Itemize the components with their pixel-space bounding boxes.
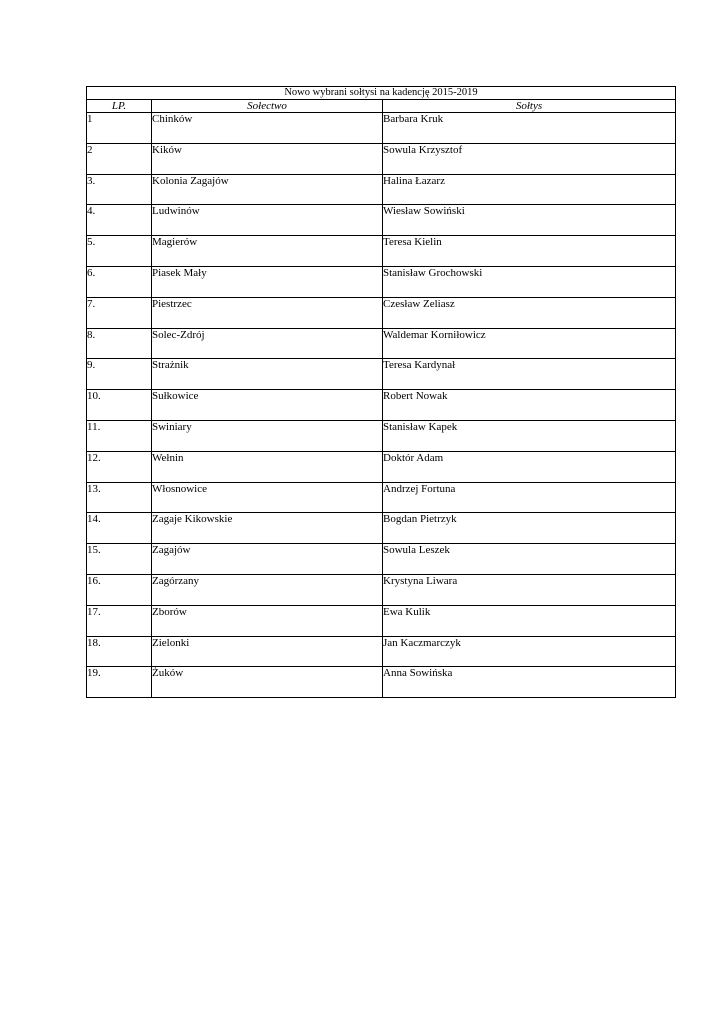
cell-lp-text: 19.	[87, 667, 101, 680]
cell-soltys	[383, 636, 676, 667]
cell-solectwo	[152, 636, 383, 667]
cell-solectwo	[152, 420, 383, 451]
cell-solectwo-text: Solec-Zdrój	[152, 328, 205, 341]
cell-solectwo-text: Ludwinów	[152, 205, 200, 218]
cell-soltys	[383, 328, 676, 359]
cell-soltys-text: Teresa Kardynał	[383, 359, 456, 372]
cell-lp	[87, 667, 152, 698]
cell-soltys-text: Halina Łazarz	[383, 174, 445, 187]
cell-lp	[87, 482, 152, 513]
table-row	[87, 451, 676, 482]
cell-soltys	[383, 359, 676, 390]
cell-lp-text: 15.	[87, 544, 101, 557]
cell-soltys-text: Bogdan Pietrzyk	[383, 513, 457, 526]
cell-solectwo-text: Zielonki	[152, 636, 190, 649]
cell-lp	[87, 451, 152, 482]
cell-soltys-text: Krystyna Liwara	[383, 574, 458, 587]
cell-soltys	[383, 574, 676, 605]
table-row	[87, 174, 676, 205]
cell-lp	[87, 544, 152, 575]
cell-solectwo	[152, 482, 383, 513]
cell-soltys	[383, 420, 676, 451]
cell-solectwo	[152, 236, 383, 267]
cell-soltys-text: Doktór Adam	[383, 451, 444, 464]
cell-solectwo	[152, 513, 383, 544]
cell-soltys	[383, 174, 676, 205]
cell-solectwo-text: Sułkowice	[152, 390, 199, 403]
cell-solectwo	[152, 359, 383, 390]
cell-solectwo-text: Włosnowice	[152, 482, 207, 495]
table-row	[87, 113, 676, 144]
cell-lp-text: 4.	[87, 205, 96, 218]
cell-lp-text: 12.	[87, 451, 101, 464]
table-row	[87, 266, 676, 297]
cell-lp-text: 9.	[87, 359, 96, 372]
cell-lp-text: 17.	[87, 605, 101, 618]
cell-soltys-text: Sowula Krzysztof	[383, 143, 463, 156]
table-row	[87, 297, 676, 328]
cell-solectwo-text: Piasek Mały	[152, 266, 207, 279]
table-title: Nowo wybrani sołtysi na kadencję 2015-2019	[87, 87, 676, 100]
table-row	[87, 236, 676, 267]
table-title-row	[87, 87, 676, 100]
cell-lp	[87, 236, 152, 267]
cell-soltys-text: Waldemar Korniłowicz	[383, 328, 486, 341]
cell-lp	[87, 113, 152, 144]
cell-soltys	[383, 143, 676, 174]
cell-soltys	[383, 390, 676, 421]
header-solectwo: Sołectwo	[152, 100, 383, 113]
cell-lp-text: 6.	[87, 266, 96, 279]
cell-lp	[87, 359, 152, 390]
header-lp: LP.	[87, 100, 152, 113]
cell-lp-text: 18.	[87, 636, 101, 649]
cell-lp-text: 14.	[87, 513, 101, 526]
cell-lp	[87, 205, 152, 236]
table-row	[87, 636, 676, 667]
cell-soltys	[383, 667, 676, 698]
cell-soltys-text: Stanisław Kapek	[383, 420, 458, 433]
cell-lp-text: 13.	[87, 482, 101, 495]
cell-solectwo-text: Chinków	[152, 113, 193, 125]
cell-solectwo-text: Zagórzany	[152, 574, 200, 587]
cell-lp-text: 16.	[87, 574, 101, 587]
cell-soltys-text: Jan Kaczmarczyk	[383, 636, 461, 649]
cell-soltys	[383, 205, 676, 236]
table-row	[87, 390, 676, 421]
cell-lp	[87, 174, 152, 205]
cell-lp	[87, 266, 152, 297]
cell-soltys	[383, 113, 676, 144]
table-row	[87, 143, 676, 174]
cell-soltys-text: Stanisław Grochowski	[383, 266, 483, 279]
table-body	[87, 113, 676, 698]
cell-lp-text: 8.	[87, 328, 96, 341]
cell-soltys-text: Ewa Kulik	[383, 605, 431, 618]
cell-solectwo-text: Magierów	[152, 236, 198, 249]
cell-lp-text: 2	[87, 143, 93, 156]
table-header-row	[87, 100, 676, 113]
cell-solectwo	[152, 143, 383, 174]
cell-solectwo	[152, 297, 383, 328]
cell-soltys	[383, 266, 676, 297]
cell-lp-text: 7.	[87, 297, 96, 310]
cell-solectwo	[152, 266, 383, 297]
cell-solectwo	[152, 605, 383, 636]
cell-soltys-text: Sowula Leszek	[383, 544, 450, 557]
cell-lp-text: 3.	[87, 174, 96, 187]
table-row	[87, 544, 676, 575]
table-row	[87, 513, 676, 544]
cell-solectwo-text: Strażnik	[152, 359, 189, 372]
cell-soltys	[383, 544, 676, 575]
soltys-table	[86, 86, 676, 698]
cell-lp	[87, 328, 152, 359]
cell-solectwo	[152, 174, 383, 205]
cell-solectwo-text: Kików	[152, 143, 182, 156]
cell-lp	[87, 420, 152, 451]
cell-lp	[87, 513, 152, 544]
cell-soltys	[383, 513, 676, 544]
table-row	[87, 667, 676, 698]
cell-soltys	[383, 451, 676, 482]
cell-solectwo	[152, 113, 383, 144]
table-row	[87, 205, 676, 236]
cell-lp-text: 5.	[87, 236, 96, 249]
cell-lp	[87, 574, 152, 605]
cell-solectwo-text: Kolonia Zagajów	[152, 174, 229, 187]
header-soltys: Sołtys	[383, 100, 676, 113]
cell-solectwo	[152, 451, 383, 482]
cell-lp-text: 10.	[87, 390, 101, 403]
cell-solectwo-text: Zborów	[152, 605, 187, 618]
cell-solectwo	[152, 544, 383, 575]
cell-soltys-text: Czesław Zeliasz	[383, 297, 455, 310]
cell-soltys-text: Andrzej Fortuna	[383, 482, 456, 495]
cell-soltys-text: Barbara Kruk	[383, 113, 444, 125]
cell-soltys-text: Teresa Kielin	[383, 236, 442, 249]
cell-solectwo	[152, 390, 383, 421]
table-row	[87, 359, 676, 390]
table-row	[87, 420, 676, 451]
table-row	[87, 482, 676, 513]
cell-solectwo-text: Piestrzec	[152, 297, 192, 310]
cell-lp	[87, 297, 152, 328]
cell-solectwo	[152, 574, 383, 605]
table-row	[87, 605, 676, 636]
cell-soltys-text: Anna Sowińska	[383, 667, 453, 680]
cell-solectwo-text: Żuków	[152, 667, 184, 680]
cell-lp-text: 11.	[87, 420, 101, 433]
cell-soltys	[383, 482, 676, 513]
table-row	[87, 328, 676, 359]
cell-solectwo	[152, 667, 383, 698]
cell-solectwo-text: Zagajów	[152, 544, 191, 557]
cell-lp	[87, 605, 152, 636]
cell-soltys-text: Robert Nowak	[383, 390, 448, 403]
cell-soltys	[383, 297, 676, 328]
cell-lp	[87, 143, 152, 174]
cell-soltys	[383, 605, 676, 636]
cell-lp-text: 1	[87, 113, 93, 125]
cell-soltys	[383, 236, 676, 267]
cell-solectwo-text: Wełnin	[152, 451, 184, 464]
cell-soltys-text: Wiesław Sowiński	[383, 205, 465, 218]
table-row	[87, 574, 676, 605]
cell-lp	[87, 390, 152, 421]
cell-lp	[87, 636, 152, 667]
cell-solectwo	[152, 205, 383, 236]
cell-solectwo-text: Zagaje Kikowskie	[152, 513, 233, 526]
cell-solectwo	[152, 328, 383, 359]
cell-solectwo-text: Swiniary	[152, 420, 192, 433]
